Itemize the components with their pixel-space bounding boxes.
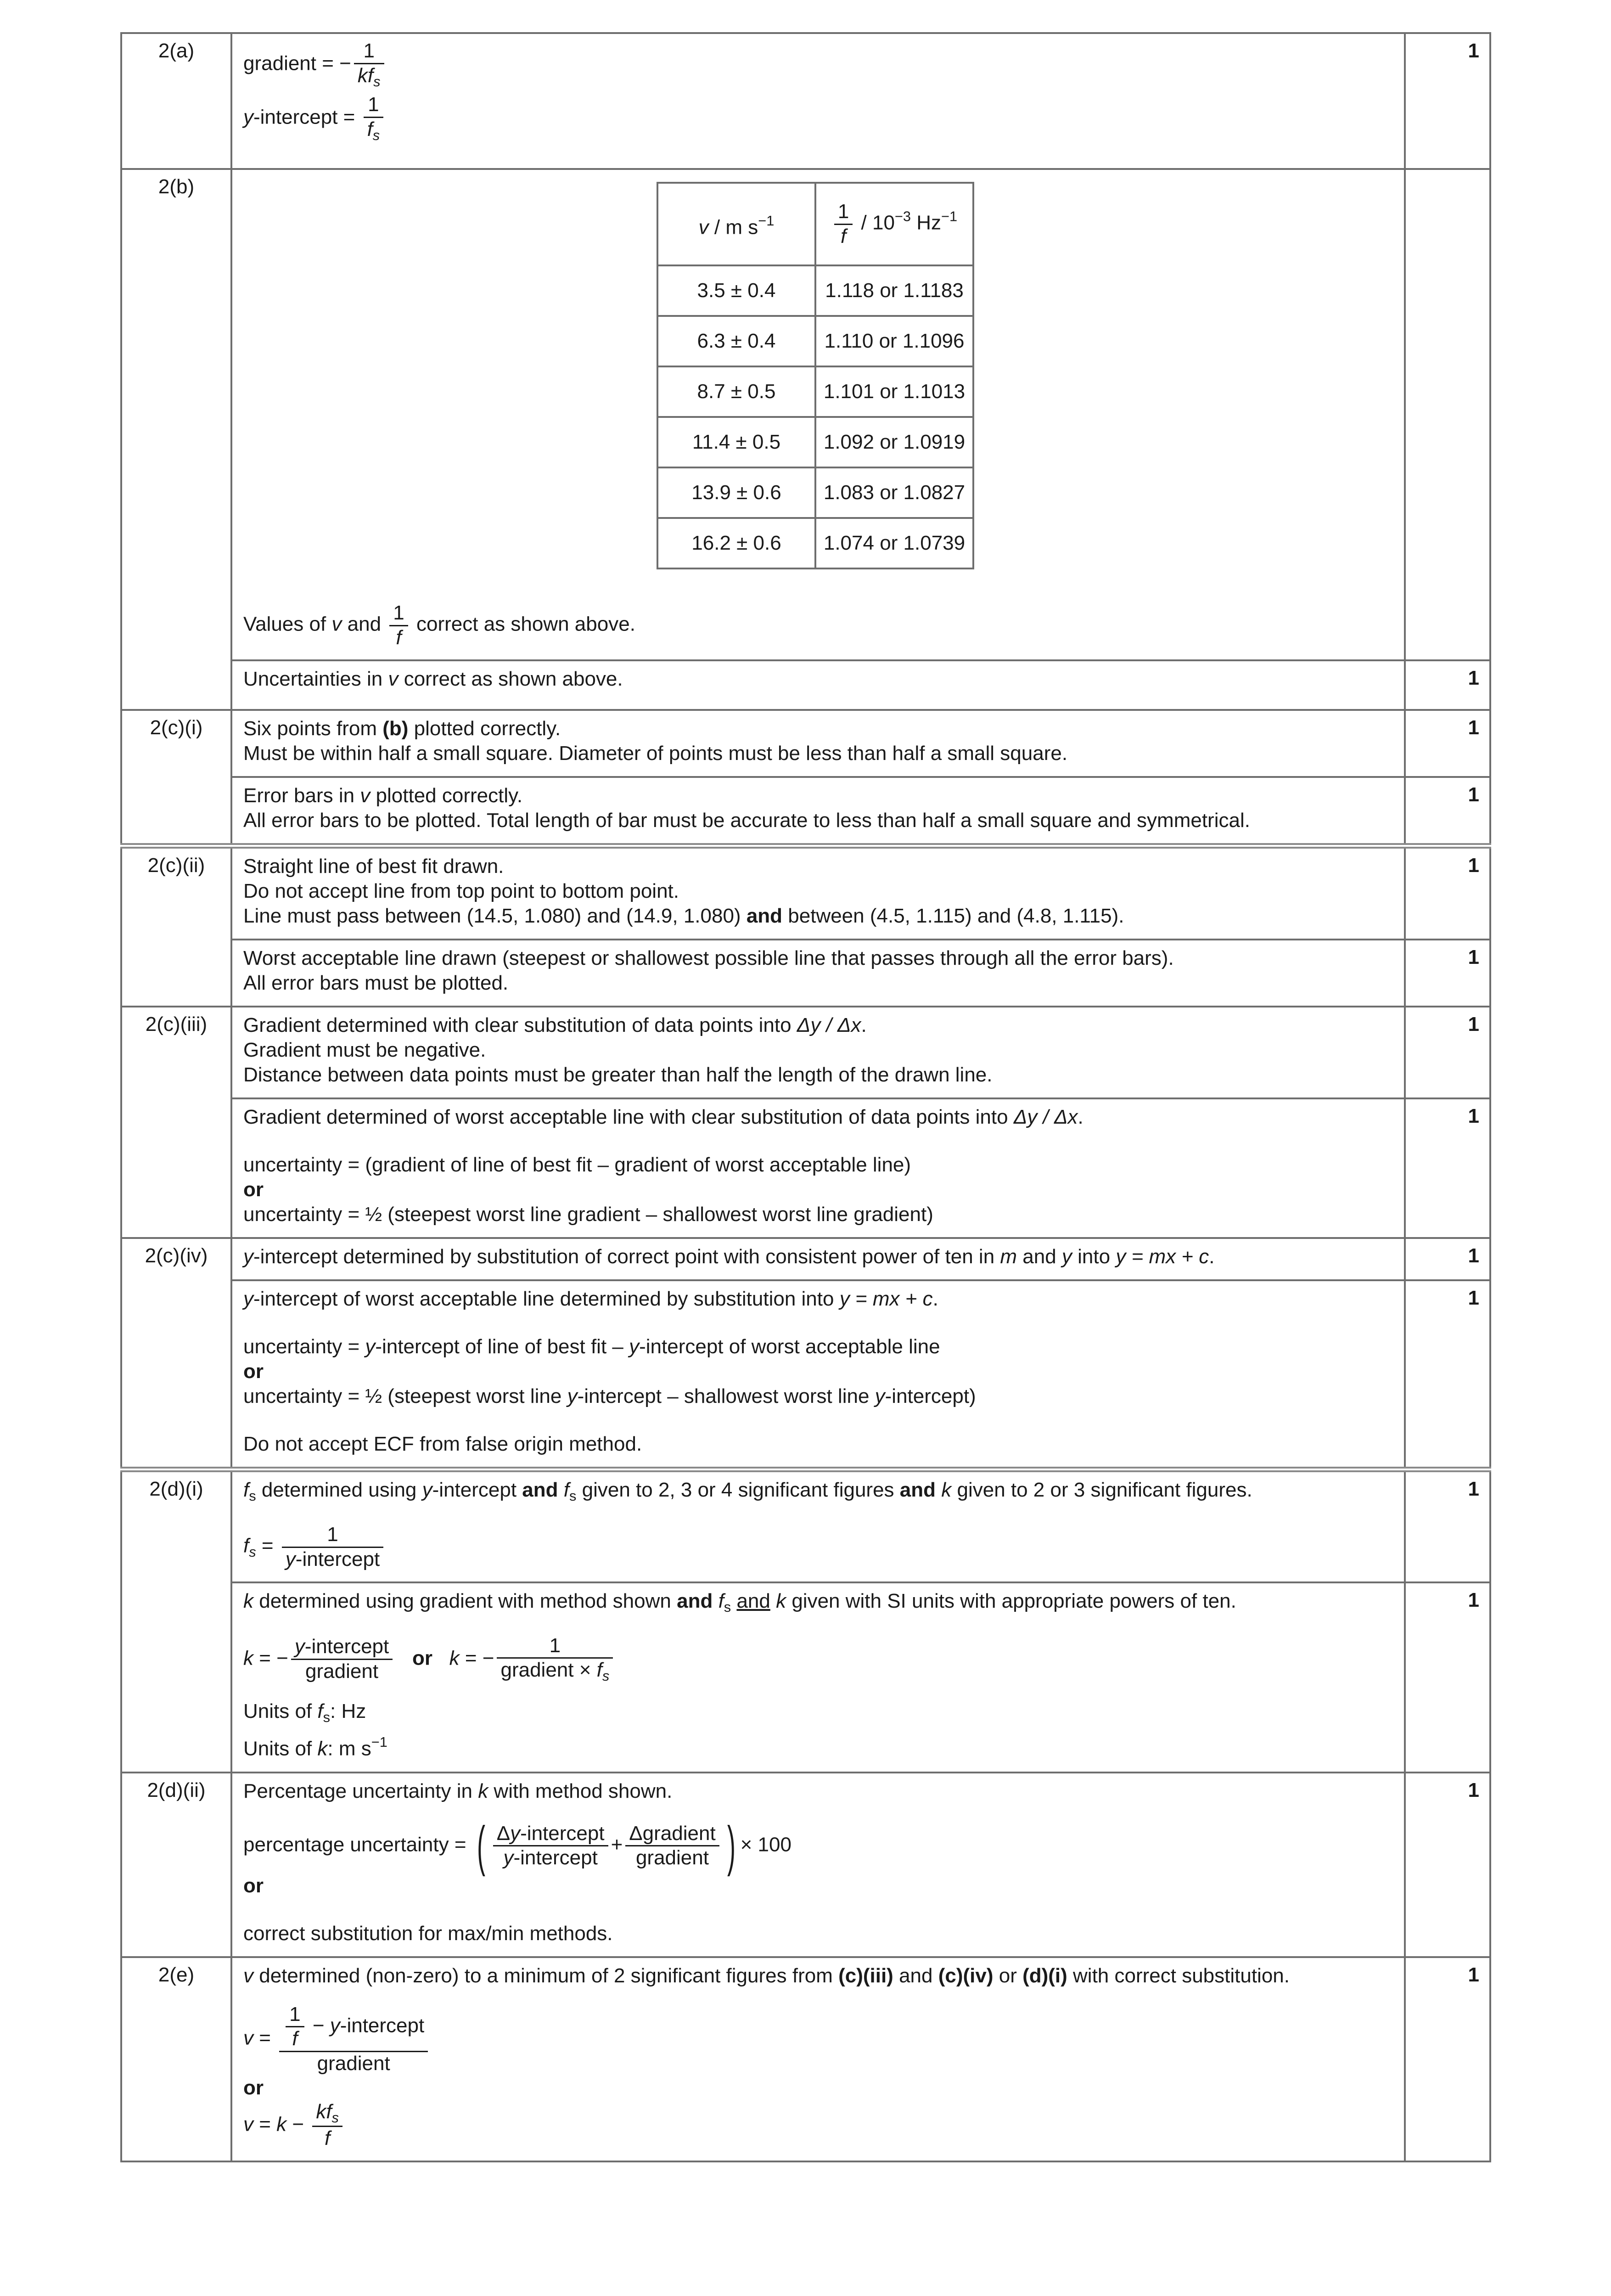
minus-sign: − [339, 52, 351, 75]
fraction-denominator [286, 2027, 304, 2051]
inv-f-cell: 1.101 or 1.1013 [815, 366, 973, 417]
text: -intercept [340, 2014, 425, 2037]
question-label: 2(c)(ii) [121, 846, 231, 1007]
text: -intercept determined by substitution of correct point with consistent power of ten in [253, 1245, 1000, 1268]
y-symbol: y [1061, 1245, 1072, 1268]
or-label: or [243, 1178, 264, 1201]
fraction-numerator: 1 [364, 93, 384, 118]
fraction-numerator [279, 2003, 428, 2052]
fraction-numerator [493, 1822, 608, 1847]
kf-symbol: kf [357, 64, 374, 87]
text: . [932, 1288, 938, 1311]
text: : m s [327, 1737, 371, 1760]
fraction-denominator [312, 2127, 342, 2150]
text: percentage uncertainty = [243, 1833, 472, 1856]
k-symbol: k [478, 1779, 488, 1802]
y-symbol: y [243, 1288, 253, 1311]
text: All error bars to be plotted. Total length of bar must be accurate to less than half a small square and symmetrical. [243, 809, 1250, 832]
equals: = [253, 2112, 277, 2135]
answer-cell [231, 846, 1405, 940]
minus: − [307, 2014, 330, 2037]
text: correct as shown above. [410, 613, 635, 636]
spacer [243, 1804, 1393, 1818]
question-label: 2(d)(ii) [121, 1773, 231, 1957]
answer-cell [231, 1007, 1405, 1098]
text: plotted correctly. [370, 784, 523, 807]
fraction-numerator [291, 1635, 393, 1660]
v-cell: 6.3 ± 0.4 [657, 316, 815, 366]
part-reference: (d)(i) [1022, 1964, 1067, 1987]
part-reference: (c)(iv) [938, 1964, 994, 1987]
text: Gradient must be negative. [243, 1039, 486, 1062]
question-label: 2(a) [121, 33, 231, 169]
f-symbol: f [563, 1479, 569, 1502]
question-label: 2(b) [121, 169, 231, 710]
header-inv-f [815, 183, 973, 265]
text: with method shown. [488, 1779, 673, 1802]
inv-f-fraction [389, 602, 408, 649]
f-symbol: f [596, 1659, 602, 1682]
text: -intercept [513, 1846, 598, 1869]
k-symbol: k [776, 1589, 786, 1612]
yint-fraction [364, 93, 384, 143]
data-table-header [657, 183, 973, 265]
unit: Hz [911, 211, 942, 234]
line-equation: y = mx + c [839, 1288, 933, 1311]
subscript: s [569, 1488, 577, 1504]
row-2civ-intercept [121, 1238, 1490, 1280]
row-2di-k [121, 1582, 1490, 1773]
fraction-denominator [282, 1548, 383, 1571]
values-statement [243, 602, 1393, 649]
answer-cell [231, 1469, 1405, 1582]
text: Straight line of best fit drawn. [243, 855, 504, 878]
mark: 1 [1405, 1280, 1490, 1469]
unit: / 10 [855, 211, 895, 234]
fraction-numerator: 1 [834, 200, 853, 225]
question-label: 2(d)(i) [121, 1469, 231, 1773]
text: plotted correctly. [408, 717, 561, 740]
f-symbol: f [840, 225, 847, 248]
text: Distance between data points must be greater than half the length of the drawn line. [243, 1064, 993, 1086]
row-2ciii-gradient [121, 1007, 1490, 1098]
data-row [657, 417, 973, 467]
exponent: −1 [371, 1734, 387, 1750]
fraction-denominator: gradient [635, 1846, 709, 1869]
f-symbol: f [243, 1479, 249, 1502]
text: All error bars must be plotted. [243, 972, 509, 995]
bold-and: and [899, 1479, 936, 1502]
spacer [243, 1130, 1393, 1153]
inv-f-cell: 1.083 or 1.0827 [815, 467, 973, 518]
bold-and: and [746, 905, 783, 928]
data-row [657, 467, 973, 518]
row-2b-uncertainties [121, 660, 1490, 710]
mark: 1 [1405, 846, 1490, 940]
text: or [993, 1964, 1023, 1987]
v-symbol: v [388, 668, 399, 691]
spacer [243, 1898, 1393, 1921]
text: -intercept of line of best fit – [375, 1335, 629, 1358]
text: correct substitution for max/min methods. [243, 1922, 613, 1945]
question-label: 2(c)(i) [121, 710, 231, 846]
text: determined (non-zero) to a minimum of 2 significant figures from [253, 1964, 839, 1987]
text: Percentage uncertainty in [243, 1779, 478, 1802]
fraction-numerator: 1 [286, 2003, 304, 2028]
subscript: s [323, 1709, 331, 1726]
text: Must be within half a small square. Diameter of points must be less than half a small square. [243, 742, 1068, 765]
k-fraction-2 [497, 1634, 613, 1684]
minus: − [286, 2112, 310, 2135]
y-symbol: y [503, 1846, 514, 1869]
left-bracket: ( [477, 1815, 485, 1877]
row-2a [121, 33, 1490, 169]
delta-expression: Δy / Δx [797, 1014, 861, 1037]
y-symbol: y [422, 1479, 432, 1502]
v-cell: 13.9 ± 0.6 [657, 467, 815, 518]
text: Six points from [243, 717, 383, 740]
row-2ci-points [121, 710, 1490, 777]
spacer [243, 1508, 1393, 1523]
fraction-numerator: 1 [389, 602, 408, 626]
text: -intercept of worst acceptable line [639, 1335, 940, 1358]
mark-scheme-table [120, 32, 1491, 2162]
fs-fraction [282, 1523, 383, 1571]
answer-cell [231, 169, 1405, 660]
bold-and: and [522, 1479, 558, 1502]
k-symbol: k [317, 1737, 328, 1760]
answer-cell [231, 1582, 1405, 1773]
f-symbol: f [718, 1589, 724, 1612]
k-symbol: k [243, 1589, 253, 1612]
row-2ciii-uncertainty [121, 1098, 1490, 1238]
y-symbol: y [875, 1385, 885, 1408]
inv-f-cell: 1.110 or 1.1096 [815, 316, 973, 366]
answer-cell [231, 660, 1405, 710]
mark [1405, 169, 1490, 660]
y-symbol: y [294, 1635, 305, 1658]
row-2e [121, 1957, 1490, 2161]
fraction-denominator [389, 626, 408, 650]
subscript: s [602, 1668, 610, 1684]
question-label: 2(c)(iii) [121, 1007, 231, 1238]
text: correct as shown above. [398, 668, 623, 691]
text: -intercept – shallowest worst line [577, 1385, 875, 1408]
k-symbol: k [941, 1479, 952, 1502]
text: given to 2 or 3 significant figures. [951, 1479, 1252, 1502]
text: Values of [243, 613, 332, 636]
part-reference: (b) [382, 717, 409, 740]
inv-f-fraction [286, 2003, 304, 2051]
times-100: × 100 [740, 1833, 791, 1856]
text: -intercept [295, 1548, 380, 1571]
text: given to 2, 3 or 4 significant figures [576, 1479, 900, 1502]
gradient-fraction [625, 1822, 719, 1870]
spacer [243, 1620, 1393, 1634]
f-symbol: f [325, 2127, 331, 2150]
mark: 1 [1405, 1238, 1490, 1280]
answer-cell [231, 940, 1405, 1007]
v-symbol: v [331, 613, 342, 636]
text: uncertainty = [243, 1335, 365, 1358]
answer-cell [231, 1957, 1405, 2161]
v-symbol: v [243, 2112, 253, 2135]
fraction-denominator [364, 118, 384, 144]
v-equation-2 [243, 2100, 1393, 2150]
subscript: s [331, 2109, 339, 2126]
f-symbol: f [367, 118, 373, 141]
question-label: 2(c)(iv) [121, 1238, 231, 1469]
mark: 1 [1405, 1957, 1490, 2161]
percentage-uncertainty-equation [243, 1815, 1393, 1877]
equals-minus: = − [459, 1647, 494, 1670]
v-symbol: v [698, 216, 709, 239]
y-symbol: y [510, 1822, 521, 1845]
intercept-fraction [493, 1822, 608, 1870]
v-cell: 11.4 ± 0.5 [657, 417, 815, 467]
text: and [893, 1964, 938, 1987]
f-symbol: f [317, 1700, 323, 1723]
k-symbol: k [243, 1647, 253, 1670]
mark: 1 [1405, 940, 1490, 1007]
inv-f-cell: 1.092 or 1.0919 [815, 417, 973, 467]
y-symbol: y [567, 1385, 578, 1408]
text: uncertainty = ½ (steepest worst line gradient – shallowest worst line gradient) [243, 1203, 933, 1226]
spacer [243, 1684, 1393, 1699]
data-table [657, 182, 974, 569]
y-symbol: y [365, 1335, 376, 1358]
v-cell: 3.5 ± 0.4 [657, 265, 815, 316]
text: -intercept [304, 1635, 389, 1658]
exponent: −3 [894, 208, 911, 225]
subscript: s [372, 127, 380, 144]
mark: 1 [1405, 1773, 1490, 1957]
inv-f-cell: 1.118 or 1.1183 [815, 265, 973, 316]
subscript: s [249, 1488, 256, 1504]
equals-minus: = − [253, 1647, 288, 1670]
k-fraction-1 [291, 1635, 393, 1683]
v-fraction [279, 2003, 428, 2076]
y-symbol: y [243, 1245, 253, 1268]
v-cell: 16.2 ± 0.6 [657, 518, 815, 568]
spacer [243, 1409, 1393, 1432]
mark: 1 [1405, 1007, 1490, 1098]
spacer [243, 1311, 1393, 1334]
text: uncertainty = (gradient of line of best fit – gradient of worst acceptable line) [243, 1154, 911, 1176]
row-2ci-error-bars [121, 777, 1490, 846]
or-label: or [243, 1360, 264, 1383]
k-symbol: k [276, 2112, 287, 2135]
text: between (4.5, 1.115) and (4.8, 1.115). [782, 905, 1124, 928]
mark: 1 [1405, 33, 1490, 169]
f-symbol: f [243, 1535, 249, 1558]
kfs-fraction [312, 2100, 342, 2150]
fraction-numerator: 1 [497, 1634, 613, 1659]
text: given with SI units with appropriate powers of ten. [786, 1589, 1236, 1612]
m-symbol: m [1000, 1245, 1017, 1268]
exponent: −1 [941, 208, 958, 225]
text: Units of [243, 1737, 318, 1760]
y-symbol: y [629, 1335, 640, 1358]
text: -intercept of worst acceptable line determined by substitution into [253, 1288, 840, 1311]
part-reference: (c)(iii) [838, 1964, 893, 1987]
y-symbol: y [243, 106, 253, 129]
answer-cell [231, 1280, 1405, 1469]
subscript: s [373, 73, 381, 90]
fraction-numerator [312, 2100, 342, 2127]
or-label: or [412, 1647, 432, 1670]
text: Line must pass between (14.5, 1.080) and (14.9, 1.080) [243, 905, 747, 928]
answer-cell [231, 1098, 1405, 1238]
fraction-denominator: gradient [317, 2052, 390, 2075]
gradient-label: gradient = [243, 52, 340, 75]
question-label: 2(e) [121, 1957, 231, 2161]
text: determined using [256, 1479, 422, 1502]
answer-cell [231, 777, 1405, 846]
text: . [1209, 1245, 1215, 1268]
text: . [861, 1014, 867, 1037]
v-equation-1 [243, 2003, 1393, 2076]
header-v [657, 183, 815, 265]
exponent: −1 [758, 212, 775, 229]
mark: 1 [1405, 777, 1490, 846]
v-cell: 8.7 ± 0.5 [657, 366, 815, 417]
subscript: s [249, 1544, 256, 1560]
data-row [657, 265, 973, 316]
gradient-fraction [354, 39, 384, 90]
delta: Δ [496, 1822, 511, 1845]
row-2civ-uncertainty [121, 1280, 1490, 1469]
bold-and: and [677, 1589, 713, 1612]
v-symbol: v [243, 2026, 253, 2049]
unit: / m s [708, 216, 758, 239]
k-equations [243, 1634, 1393, 1684]
f-symbol: f [292, 2027, 298, 2050]
row-2cii-best-fit [121, 846, 1490, 940]
mark: 1 [1405, 1469, 1490, 1582]
text: -intercept [520, 1822, 605, 1845]
text: Gradient determined of worst acceptable line with clear substitution of data points into [243, 1106, 1014, 1129]
fraction-numerator: 1 [354, 39, 384, 64]
text: and [342, 613, 387, 636]
subscript: s [724, 1598, 731, 1615]
mark: 1 [1405, 1582, 1490, 1773]
v-symbol: v [243, 1964, 253, 1987]
y-symbol: y [285, 1548, 296, 1571]
fraction-denominator: gradient [305, 1660, 379, 1683]
fraction-numerator: Δgradient [625, 1822, 719, 1847]
text: and [1017, 1245, 1062, 1268]
row-2b-values [121, 169, 1490, 660]
equals: = [256, 1535, 279, 1558]
fs-equation [243, 1523, 1393, 1571]
row-2cii-worst-line [121, 940, 1490, 1007]
text: Gradient determined with clear substitution of data points into [243, 1014, 797, 1037]
text: Units of [243, 1700, 318, 1723]
right-bracket: ) [727, 1815, 735, 1877]
text: : Hz [330, 1700, 366, 1723]
text: into [1072, 1245, 1116, 1268]
text: Error bars in [243, 784, 360, 807]
fraction-denominator [834, 225, 853, 248]
fraction-denominator [354, 64, 384, 90]
plus: + [611, 1833, 623, 1856]
or-label: or [243, 2076, 264, 2099]
data-row [657, 316, 973, 366]
or-label: or [243, 1874, 264, 1897]
v-symbol: v [360, 784, 370, 807]
spacer [243, 1988, 1393, 2003]
row-2di-fs [121, 1469, 1490, 1582]
text: Worst acceptable line drawn (steepest or shallowest possible line that passes through all the error bars). [243, 947, 1174, 970]
mark: 1 [1405, 1098, 1490, 1238]
text: determined using gradient with method shown [253, 1589, 677, 1612]
fraction-numerator: 1 [282, 1523, 383, 1548]
k-symbol: k [449, 1647, 460, 1670]
answer-cell [231, 33, 1405, 169]
f-symbol: f [396, 626, 402, 649]
text: -intercept [432, 1479, 522, 1502]
data-row [657, 366, 973, 417]
data-row [657, 518, 973, 568]
mark: 1 [1405, 660, 1490, 710]
yint-label: -intercept = [253, 106, 361, 129]
header-fraction [834, 200, 853, 248]
equals: = [253, 2026, 277, 2049]
inv-f-cell: 1.074 or 1.0739 [815, 518, 973, 568]
answer-cell [231, 710, 1405, 777]
text: -intercept) [885, 1385, 976, 1408]
delta-expression: Δy / Δx [1013, 1106, 1078, 1129]
text: Uncertainties in [243, 668, 388, 691]
underlined-and: and [736, 1589, 770, 1612]
text: Do not accept line from top point to bottom point. [243, 880, 679, 903]
text: Do not accept ECF from false origin method. [243, 1433, 642, 1456]
fraction-denominator [493, 1846, 608, 1870]
line-equation: y = mx + c [1116, 1245, 1209, 1268]
answer-cell [231, 1773, 1405, 1957]
answer-cell [231, 1238, 1405, 1280]
text: with correct substitution. [1067, 1964, 1290, 1987]
fraction-denominator [497, 1659, 613, 1684]
row-2dii [121, 1773, 1490, 1957]
text: . [1078, 1106, 1083, 1129]
text: gradient × [500, 1659, 597, 1682]
mark: 1 [1405, 710, 1490, 777]
kf-symbol: kf [316, 2100, 332, 2123]
text: uncertainty = ½ (steepest worst line [243, 1385, 567, 1408]
y-symbol: y [330, 2014, 340, 2037]
